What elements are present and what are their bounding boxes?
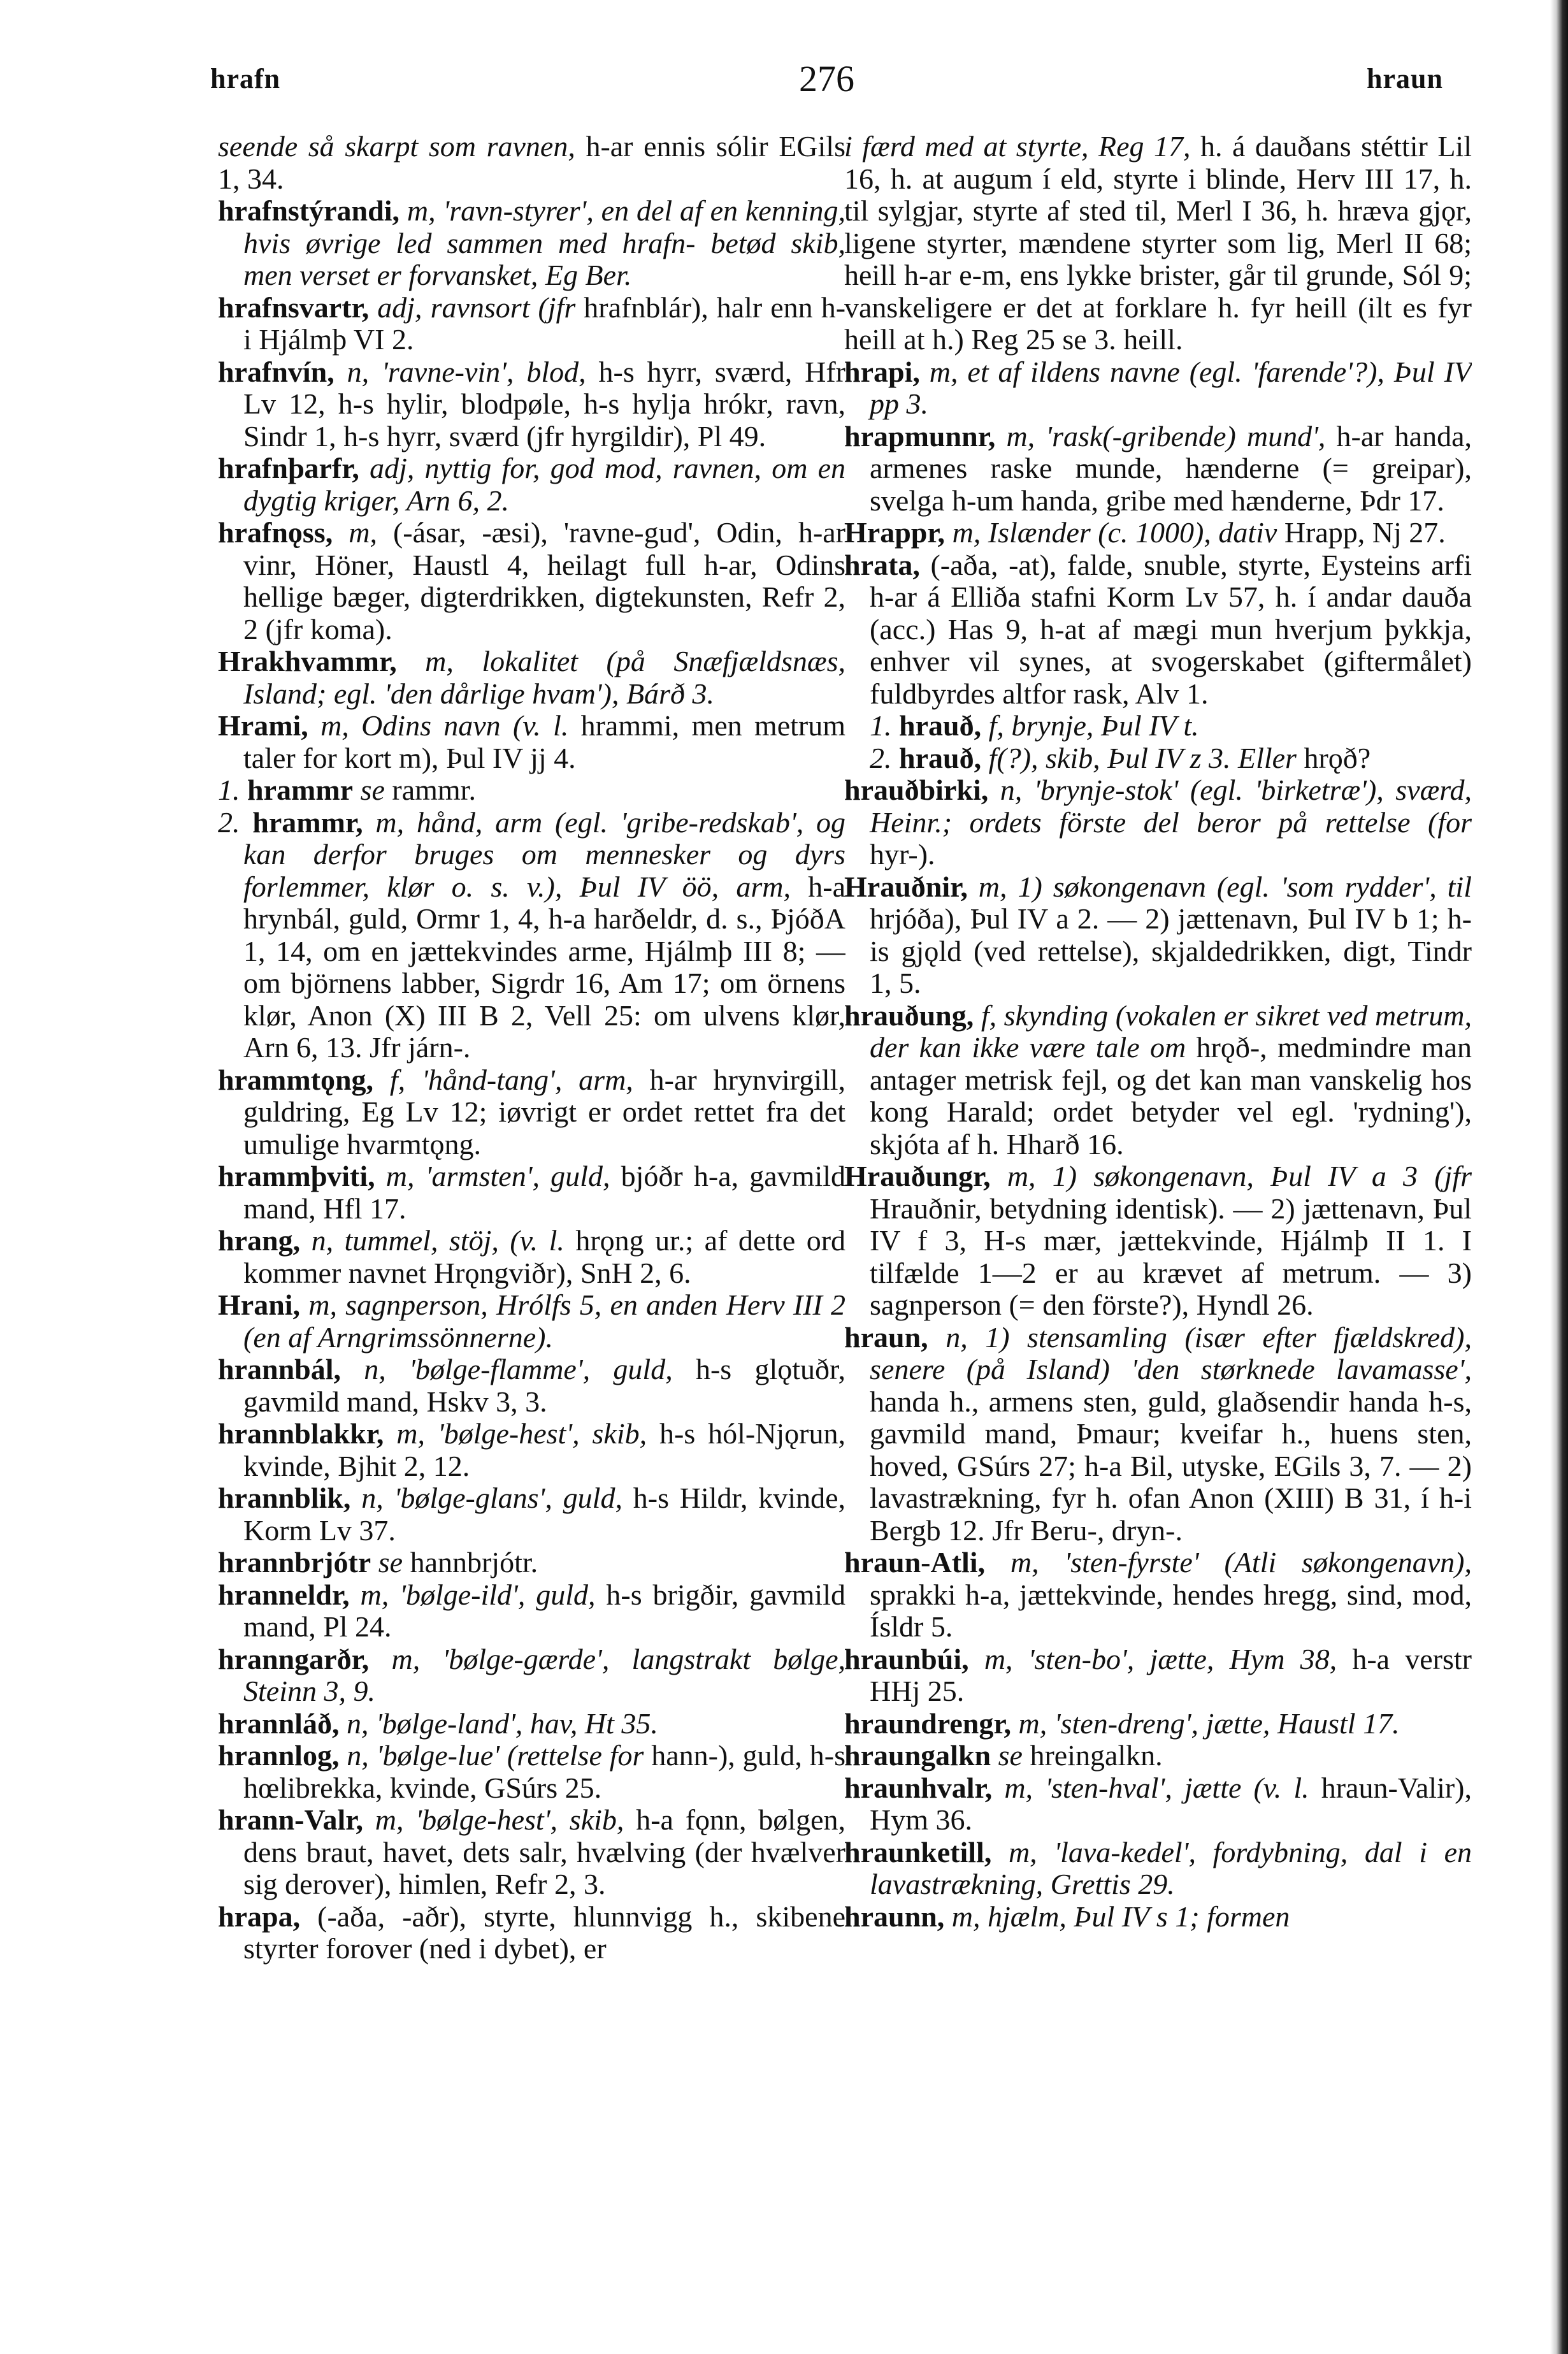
entry-citations: h-s hól-Njǫrun, kvinde, Bjhit 2, 12. [243, 1417, 845, 1482]
entry-translation: m, 'armsten', guld, [385, 1160, 610, 1192]
entry-headword: hrammtǫng, [218, 1063, 374, 1096]
dictionary-entry [844, 710, 1472, 742]
dictionary-entry [218, 1064, 845, 1161]
entry-headword: hrauðung, [844, 999, 974, 1032]
dictionary-entry [218, 1160, 845, 1225]
entry-headword: hrannbrjótr [218, 1546, 371, 1578]
entry-headword: hraun, [844, 1320, 928, 1354]
dictionary-entry [218, 356, 845, 453]
entry-headword: hrafnþarfr, [218, 452, 359, 484]
entry-translation: n, 'bølge-land', hav, Ht 35. [346, 1707, 658, 1740]
entry-headword: hrafnǫss, [218, 516, 333, 549]
entry-headword: hrang, [218, 1224, 301, 1257]
entry-translation: adj, nyttig for, god mod, ravnen, om en dygtig kriger, Arn 6, 2. [243, 452, 845, 517]
entry-citations: h-a verstr HHj 25. [870, 1642, 1472, 1707]
entry-headword: hrapi, [844, 355, 920, 388]
entry-citations: h-s glǫtuðr, gavmild mand, Hskv 3, 3. [243, 1353, 845, 1418]
entry-headword: hrauð, [899, 709, 982, 742]
dictionary-entry [844, 1837, 1472, 1901]
left-running-headword: hrafn [210, 63, 281, 94]
page-number: 276 [799, 58, 854, 99]
dictionary-entry [844, 421, 1472, 517]
entry-translation: m, 'bølge-hest', skib, [396, 1417, 647, 1450]
entry-headword: hranngarðr, [218, 1642, 370, 1675]
right-column [844, 131, 1472, 2310]
entry-citations: (-ásar, -æsi), 'ravne-gud', Odin, h-ar vinr, Höner, Haustl 4, heilagt full h-ar, Odins hellige bæger, digterdrikken, digtekunsten, Refr 2, 2 (jfr koma). [243, 516, 845, 646]
homonym-number: 1. [218, 774, 247, 806]
entry-headword: hrannláð, [218, 1707, 340, 1740]
dictionary-entry [844, 1708, 1472, 1740]
entry-headword: Hrami, [218, 709, 308, 742]
entry-headword: Hrani, [218, 1289, 301, 1321]
entry-headword: hrammr, [252, 805, 363, 839]
entry-citations: handa h., armens sten, guld, glaðsendir handa h-s, gavmild mand, Þmaur; kveifar h., huens sten, hoved, GSúrs 27; h-a Bil, utyske, EGils 3, 7. — 2) lavastrækning, fyr h. ofan Anon (XIII) B 31, í h-i Bergb 12. Jfr Beru-, dryn-. [870, 1385, 1472, 1547]
entry-headword: hrammþviti, [218, 1160, 375, 1192]
entry-citations: hrǫng ur.; af dette ord kommer navnet Hrǫngviðr), SnH 2, 6. [243, 1224, 845, 1289]
entry-citations: hrjóða), Þul IV a 2. — 2) jættenavn, Þul IV b 1; h-is gjǫld (ved rettelse), skjaldedrikken, digt, Tindr 1, 5. [870, 902, 1472, 999]
dictionary-entry [844, 1772, 1472, 1837]
entry-citations: (-aða, -aðr), styrte, hlunnvigg h., skibene styrter forover (ned i dybet), er [243, 1900, 845, 1965]
entry-translation: n, 'brynje-stok' (egl. 'birketræ'), sværd, Heinr.; ordets förste del beror på rettelse (for [870, 774, 1472, 839]
entry-citations: h-a hrynbál, guld, Ormr 1, 4, h-a harðeldr, d. s., ÞjóðA 1, 14, om en jættekvindes arme, Hjálmþ III 8; — om björnens labber, Sigrdr 16, Am 17; om örnens klør, Anon (X) III B 2, Vell 25: om ulvens klør, Arn 6, 13. Jfr járn-. [243, 870, 845, 1064]
dictionary-entry [844, 1160, 1472, 1322]
entry-translation: m, 'bølge-gærde', langstrakt bølge, Steinn 3, 9. [243, 1642, 845, 1707]
entry-translation: f(?), skib, Þul IV z 3. Eller [988, 741, 1297, 774]
dictionary-entry [844, 131, 1472, 356]
entry-headword: hraundrengr, [844, 1707, 1012, 1740]
entry-headword: hraun-Atli, [844, 1546, 986, 1578]
entry-citations: hrǫð-, medmindre man antager metrisk fejl, og det kan man vanskelig hos kong Harald; ordet betyder vel egl. 'rydning'), skjóta af h. Hharð 16. [870, 1031, 1472, 1160]
dictionary-entry [218, 710, 845, 774]
entry-citations: hann-), guld, h-s hœlibrekka, kvinde, GSúrs 25. [243, 1739, 845, 1804]
entry-citations: h-ar hrynvirgill, guldring, Eg Lv 12; iøvrigt er ordet rettet fra det umulige hvarmtǫng. [243, 1063, 845, 1160]
entry-citations: hraun-Valir), Hym 36. [870, 1771, 1472, 1836]
entry-headword: Hrauðungr, [844, 1160, 991, 1192]
entry-translation: m, 'rask(-gribende) mund', [1006, 419, 1326, 452]
dictionary-entry [218, 1418, 845, 1482]
entry-headword: hrannlog, [218, 1739, 340, 1772]
homonym-number: 1. [870, 709, 899, 742]
entry-headword: hraunhvalr, [844, 1771, 993, 1804]
entry-translation: m, 'sten-hval', jætte (v. l. [1004, 1771, 1309, 1804]
entry-headword: hrammr [247, 774, 354, 806]
dictionary-entry [218, 774, 845, 807]
entry-headword: hraunn, [844, 1900, 945, 1933]
entry-citations: hannbrjótr. [403, 1546, 538, 1578]
entry-headword: Hrauðnir, [844, 870, 968, 903]
entry-citations: h-ar handa, armenes raske munde, hænderne (= greipar), svelga h-um handa, gribe med hænderne, Þdr 17. [870, 419, 1472, 517]
entry-citations: hreingalkn. [1022, 1739, 1163, 1772]
entry-translation: f, 'hånd-tang', arm, [389, 1063, 633, 1096]
entry-translation: m, [349, 516, 377, 549]
dictionary-entry [218, 1225, 845, 1289]
entry-citations: hrǫð? [1296, 741, 1371, 774]
entry-translation: m, 'bølge-ild', guld, [360, 1578, 596, 1611]
entry-headword: hraunbúi, [844, 1642, 969, 1675]
dictionary-entry [218, 1547, 845, 1579]
entry-headword: hranneldr, [218, 1578, 350, 1611]
entry-citations: h-ar ennis sólir EGils 1, 34. [218, 131, 845, 195]
entry-translation: m, 'sten-bo', jætte, Hym 38, [984, 1642, 1337, 1675]
entry-translation: m, 'sten-fyrste' (Atli søkongenavn), [1010, 1546, 1472, 1578]
entry-citations: h. á dauðans stéttir Lil 16, h. at augum í eld, styrte i blinde, Herv III 17, h. til sylgjar, styrte af sted til, Merl I 36, h. hræva gjǫr, ligene styrter, mændene styrter som lig, Merl II 68; heill h-ar e-m, ens lykke brister, går til grunde, Sól 9; vanskeligere er det at forklare h. fyr heill (ilt es fyr heill at h.) Reg 25 se 3. heill. [844, 131, 1472, 356]
dictionary-entry [218, 807, 845, 1064]
dictionary-entry [844, 1322, 1472, 1547]
entry-citations: hrafnblár), halr enn h-i Hjálmþ VI 2. [243, 291, 845, 356]
dictionary-entry [218, 1643, 845, 1708]
entry-translation: f, brynje, Þul IV t. [988, 709, 1199, 742]
entry-translation: n, 'ravne-vin', blod, [347, 355, 586, 388]
entry-translation: m, 1) søkongenavn (egl. 'som rydder', til [978, 870, 1472, 903]
entry-headword: hrafnvín, [218, 355, 334, 388]
right-running-headword: hraun [1367, 63, 1443, 94]
dictionary-entry [218, 646, 845, 710]
entry-translation: m, sagnperson, Hrólfs 5, en anden Herv III 2 (en af Arngrimssönnerne). [243, 1289, 845, 1354]
dictionary-entry [844, 774, 1472, 871]
entry-headword: Hrappr, [844, 516, 946, 549]
entry-translation: n, 1) stensamling (især efter fjældskred), senere (på Island) 'den størknede lavamasse', [870, 1320, 1472, 1385]
dictionary-entry [218, 1740, 845, 1804]
entry-translation: seende så skarpt som ravnen, [218, 131, 575, 162]
entry-headword: hrapa, [218, 1900, 301, 1933]
book-spine-shadow [1550, 0, 1568, 2354]
entry-citations: hrammi, men metrum taler for kort m), Þul IV jj 4. [243, 709, 845, 774]
page-header [210, 54, 1443, 111]
entry-translation: m, hjælm, Þul IV s 1; formen [951, 1900, 1290, 1933]
entry-citations: hyr-). [870, 838, 935, 870]
entry-citations: bjóðr h-a, gavmild mand, Hfl 17. [243, 1160, 845, 1225]
dictionary-entry [218, 131, 845, 195]
entry-translation: se [998, 1739, 1023, 1772]
entry-citations: h-a fǫnn, bølgen, dens braut, havet, dets salr, hvælving (der hvælver sig derover), himlen, Refr 2, 3. [243, 1803, 845, 1900]
dictionary-entry [844, 356, 1472, 421]
entry-citations: h-s hyrr, sværd, Hfr Lv 12, h-s hylir, blodpøle, h-s hylja hrókr, ravn, Sindr 1, h-s hyrr, sværd (jfr hyrgildir), Pl 49. [243, 355, 845, 452]
entry-headword: hrata, [844, 548, 920, 581]
dictionary-entry [218, 1482, 845, 1547]
entry-headword: hrafnstýrandi, [218, 194, 399, 227]
dictionary-entry [218, 1901, 845, 1965]
entry-translation: i færd med at styrte, Reg 17, [844, 131, 1191, 162]
entry-citations: h-s brigðir, gavmild mand, Pl 24. [243, 1578, 845, 1643]
dictionary-entry [218, 292, 845, 356]
entry-headword: hrannblakkr, [218, 1417, 384, 1450]
entry-translation: n, 'bølge-flamme', guld, [364, 1353, 673, 1385]
dictionary-entry [218, 1579, 845, 1643]
entry-citations: h-s Hildr, kvinde, Korm Lv 37. [243, 1482, 845, 1547]
entry-translation: m, hånd, arm (egl. 'gribe-redskab', og kan derfor bruges om mennesker og dyrs forlemmer, klør o. s. v.), Þul IV öö, arm, [243, 805, 845, 903]
dictionary-entry [844, 871, 1472, 1000]
entry-translation: se [360, 774, 385, 806]
entry-headword: hraunketill, [844, 1835, 992, 1868]
homonym-number: 2. [870, 741, 899, 774]
dictionary-entry [844, 549, 1472, 711]
entry-translation: f, skynding (vokalen er sikret ved metrum, der kan ikke være tale om [870, 999, 1472, 1064]
entry-translation: m, Islænder (c. 1000), dativ [952, 516, 1277, 549]
dictionary-entry [844, 1901, 1472, 1933]
entry-headword: hrannbál, [218, 1353, 342, 1385]
entry-translation: m, lokalitet (på Snæfjældsnæs, Island; egl. 'den dårlige hvam'), Bárð 3. [243, 645, 845, 710]
dictionary-entry [218, 517, 845, 646]
entry-translation: m, et af ildens navne (egl. 'farende'?), Þul IV pp 3. [870, 355, 1472, 420]
dictionary-entry [218, 1804, 845, 1901]
entry-translation: m, 'ravn-styrer', en del af en kenning, hvis øvrige led sammen med hrafn- betød skib, men verset er forvansket, Eg Ber. [243, 194, 845, 291]
entry-translation: m, Odins navn (v. l. [320, 709, 569, 742]
entry-headword: hrann-Valr, [218, 1803, 363, 1836]
entry-translation: n, 'bølge-glans', guld, [361, 1482, 622, 1514]
entry-headword: Hrakhvammr, [218, 645, 397, 677]
entry-translation: se [378, 1546, 403, 1578]
entry-translation: adj, ravnsort (jfr [377, 291, 576, 324]
entry-citations: rammr. [384, 774, 476, 806]
entry-headword: hrannblik, [218, 1482, 351, 1514]
entry-citations: sprakki h-a, jættekvinde, hendes hregg, sind, mod, Ísldr 5. [870, 1578, 1472, 1643]
dictionary-entry [218, 1289, 845, 1354]
entry-headword: hraungalkn [844, 1739, 991, 1772]
homonym-number: 2. [218, 805, 253, 839]
dictionary-entry [844, 1000, 1472, 1161]
dictionary-entry [844, 517, 1472, 549]
entry-translation: m, 'bølge-hest', skib, [375, 1803, 624, 1836]
dictionary-entry [844, 1740, 1472, 1772]
dictionary-entry [844, 1547, 1472, 1643]
entry-citations: (-aða, -at), falde, snuble, styrte, Eysteins arfi h-ar á Elliða stafni Korm Lv 57, h. í andar dauða (acc.) Has 9, h-at af mægi mun hverjum þykkja, enhver vil synes, at svogerskabet (giftermålet) fuldbyrdes altfor rask, Alv 1. [870, 548, 1472, 710]
entry-headword: hrapmunnr, [844, 419, 996, 452]
entry-translation: m, 'lava-kedel', fordybning, dal i en lavastrækning, Grettis 29. [870, 1835, 1472, 1900]
entry-headword: hrauðbirki, [844, 774, 989, 806]
left-column [218, 131, 845, 2310]
entry-citations: Hrapp, Nj 27. [1277, 516, 1446, 549]
entry-translation: n, tummel, stöj, (v. l. [311, 1224, 565, 1257]
entry-headword: hrafnsvartr, [218, 291, 370, 324]
dictionary-entry [844, 742, 1472, 775]
entry-translation: m, 1) søkongenavn, Þul IV a 3 (jfr [1007, 1160, 1472, 1192]
entry-translation: n, 'bølge-lue' (rettelse for [347, 1739, 644, 1772]
dictionary-entry [218, 1708, 845, 1740]
dictionary-entry [218, 452, 845, 517]
dictionary-entry [218, 1354, 845, 1418]
entry-translation: m, 'sten-dreng', jætte, Haustl 17. [1018, 1707, 1400, 1740]
dictionary-entry [844, 1643, 1472, 1708]
entry-citations: Hrauðnir, betydning identisk). — 2) jættenavn, Þul IV f 3, H-s mær, jættekvinde, Hjálmþ II 1. I tilfælde 1—2 er au krævet af metrum. — 3) sagnperson (= den förste?), Hyndl 26. [870, 1192, 1472, 1321]
entry-headword: hrauð, [899, 741, 982, 774]
dictionary-entry [218, 195, 845, 292]
